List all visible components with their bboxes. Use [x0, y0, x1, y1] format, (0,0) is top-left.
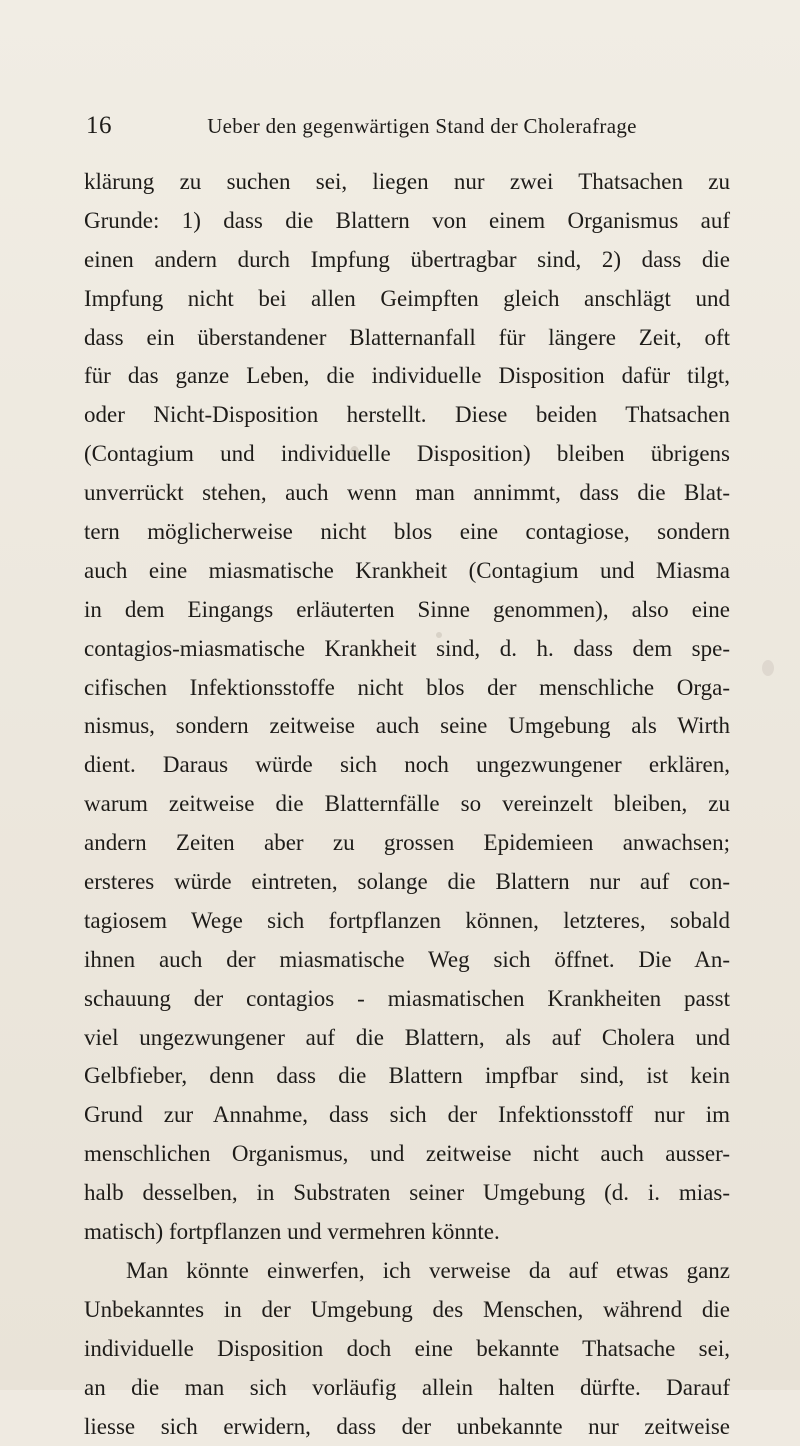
text-line: liesse sich erwidern, dass der unbekannte nur zeitweise	[84, 1408, 730, 1446]
text-line: ihnen auch der miasmatische Weg sich öffnet. Die An-	[84, 941, 730, 980]
text-line: an die man sich vorläufig allein halten dürfte. Darauf	[84, 1369, 730, 1408]
text-line: oder Nicht-Disposition herstellt. Diese beiden Thatsachen	[84, 396, 730, 435]
text-line: Grunde: 1) dass die Blattern von einem Organismus auf	[84, 202, 730, 241]
text-line: klärung zu suchen sei, liegen nur zwei Thatsachen zu	[84, 163, 730, 202]
text-line: einen andern durch Impfung übertragbar sind, 2) dass die	[84, 241, 730, 280]
text-line: nismus, sondern zeitweise auch seine Umgebung als Wirth	[84, 707, 730, 746]
text-line: in dem Eingangs erläuterten Sinne genommen), also eine	[84, 591, 730, 630]
text-line: warum zeitweise die Blatternfälle so vereinzelt bleiben, zu	[84, 785, 730, 824]
text-line: Gelbfieber, denn dass die Blattern impfbar sind, ist kein	[84, 1057, 730, 1096]
running-head	[86, 112, 726, 144]
text-line: viel ungezwungener auf die Blattern, als auf Cholera und	[84, 1019, 730, 1058]
text-line: tagiosem Wege sich fortpflanzen können, letzteres, sobald	[84, 902, 730, 941]
text-line: individuelle Disposition doch eine bekannte Thatsache sei,	[84, 1330, 730, 1369]
text-line: tern möglicherweise nicht blos eine contagiose, sondern	[84, 513, 730, 552]
text-line: für das ganze Leben, die individuelle Disposition dafür tilgt,	[84, 357, 730, 396]
page-number: 16	[86, 112, 112, 140]
text-line: schauung der contagios - miasmatischen Krankheiten passt	[84, 980, 730, 1019]
text-line: Grund zur Annahme, dass sich der Infektionsstoff nur im	[84, 1096, 730, 1135]
text-line: Impfung nicht bei allen Geimpften gleich anschlägt und	[84, 280, 730, 319]
text-line: (Contagium und individuelle Disposition) bleiben übrigens	[84, 435, 730, 474]
text-line: ersteres würde eintreten, solange die Blattern nur auf con-	[84, 863, 730, 902]
text-line: matisch) fortpflanzen und vermehren könnte.	[84, 1213, 730, 1252]
text-line: cifischen Infektionsstoffe nicht blos der menschliche Orga-	[84, 669, 730, 708]
text-line: dient. Daraus würde sich noch ungezwungener erklären,	[84, 746, 730, 785]
text-line: Man könnte einwerfen, ich verweise da auf etwas ganz	[84, 1252, 730, 1291]
paper-stain	[762, 660, 774, 676]
text-line: Unbekanntes in der Umgebung des Menschen, während die	[84, 1291, 730, 1330]
body-text	[84, 163, 730, 1446]
text-line: dass ein überstandener Blatternanfall für längere Zeit, oft	[84, 319, 730, 358]
text-line: andern Zeiten aber zu grossen Epidemieen anwachsen;	[84, 824, 730, 863]
text-line: halb desselben, in Substraten seiner Umgebung (d. i. mias-	[84, 1174, 730, 1213]
text-line: auch eine miasmatische Krankheit (Contagium und Miasma	[84, 552, 730, 591]
running-title: Ueber den gegenwärtigen Stand der Cholerafrage	[118, 114, 726, 139]
text-line: menschlichen Organismus, und zeitweise nicht auch ausser-	[84, 1135, 730, 1174]
text-line: contagios-miasmatische Krankheit sind, d. h. dass dem spe-	[84, 630, 730, 669]
text-line: unverrückt stehen, auch wenn man annimmt, dass die Blat-	[84, 474, 730, 513]
